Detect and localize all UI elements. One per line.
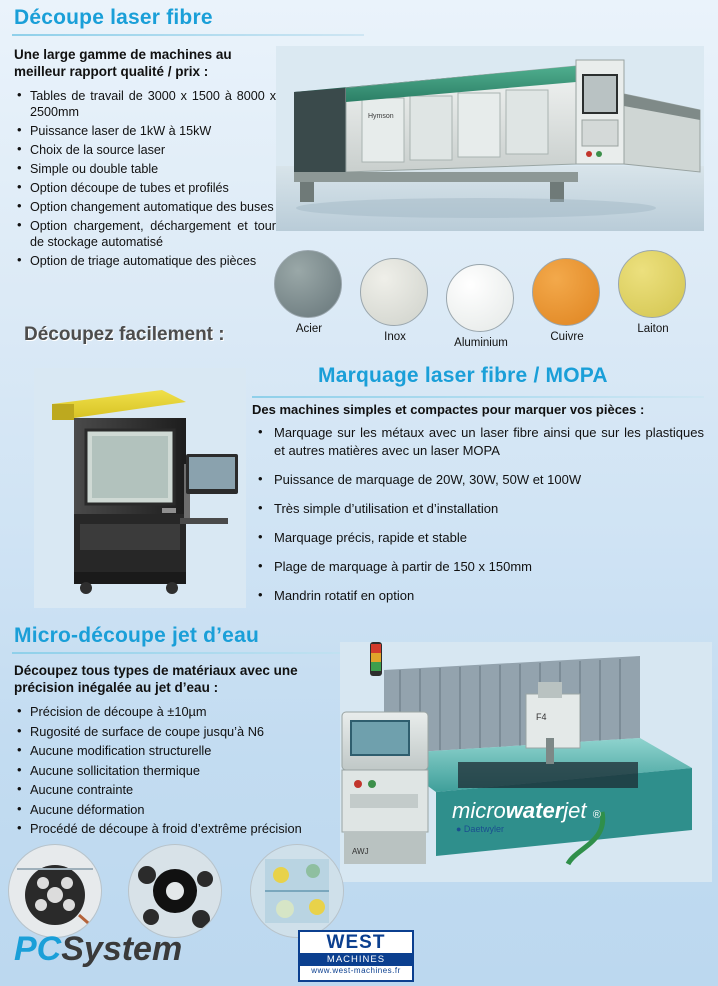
waterjet-feature-list	[14, 704, 366, 841]
waterjet-machine-photo	[340, 642, 712, 882]
list-item: • Très simple d’utilisation et d’installation	[252, 500, 704, 518]
list-item: • Aucune sollicitation thermique	[14, 763, 366, 780]
west-logo-line2: MACHINES	[300, 953, 412, 966]
list-item: • Aucune modification structurelle	[14, 743, 366, 760]
material-label: Cuivre	[550, 331, 584, 343]
marquage-feature-list	[252, 424, 704, 616]
section-title-laser: Découpe laser fibre	[14, 6, 213, 29]
list-item: • Option chargement, déchargement et tour de stockage automatisé	[14, 218, 276, 250]
machine-maker-text: ● Daetwyler	[456, 824, 504, 834]
material-disc	[618, 250, 686, 318]
west-logo-line3: www.west-machines.fr	[311, 966, 401, 975]
list-item: • Aucune contrainte	[14, 782, 366, 799]
material-label: Inox	[384, 331, 406, 343]
material-swatches	[274, 250, 706, 350]
list-item: • Tables de travail de 3000 x 1500 à 8000 x 2500mm	[14, 88, 276, 120]
list-item: • Marquage précis, rapide et stable	[252, 529, 704, 547]
west-logo-line1: WEST	[326, 932, 386, 953]
material-label: Laiton	[637, 323, 669, 335]
decoupez-facilement-caption: Découpez facilement :	[24, 324, 225, 345]
material-disc	[532, 258, 600, 326]
sample-disc-3	[250, 844, 344, 938]
side-label: AWJ	[352, 847, 369, 856]
svg-text:Hymson: Hymson	[368, 113, 394, 120]
sample-disc-1	[8, 844, 102, 938]
marquage-lead-text: Des machines simples et compactes pour marquer vos pièces :	[252, 402, 645, 417]
company-logo-part1: PC	[14, 930, 62, 968]
company-logo	[14, 930, 182, 969]
section-title-waterjet: Micro-découpe jet d’eau	[14, 624, 259, 647]
list-item: • Puissance laser de 1kW à 15kW	[14, 123, 276, 139]
list-item: • Marquage sur les métaux avec un laser fibre ainsi que sur les plastiques et autres matières avec un laser MOPA	[252, 424, 704, 460]
sample-disc-2	[128, 844, 222, 938]
list-item: • Option de triage automatique des pièces	[14, 253, 276, 269]
material-swatch-laiton	[618, 250, 688, 335]
fiber-laser-machine-photo	[276, 46, 704, 231]
list-item: • Simple ou double table	[14, 161, 276, 177]
machine-brand-text: microwaterjet ®	[452, 798, 601, 823]
list-item: • Précision de découpe à ±10µm	[14, 704, 366, 721]
material-label: Acier	[295, 323, 323, 335]
material-swatch-aluminium	[446, 264, 516, 349]
list-item: • Plage de marquage à partir de 150 x 150mm	[252, 558, 704, 576]
list-item: • Option changement automatique des buses	[14, 199, 276, 215]
material-disc	[274, 250, 342, 318]
material-swatch-inox	[360, 258, 430, 343]
list-item: • Choix de la source laser	[14, 142, 276, 158]
laser-lead-text: Une large gamme de machines au meilleur rapport qualité / prix :	[14, 47, 232, 79]
panel-label: F4	[536, 712, 547, 722]
laser-feature-list	[14, 88, 276, 272]
company-logo-part2: System	[61, 930, 183, 968]
waterjet-lead-text: Découpez tous types de matériaux avec une précision inégalée au jet d’eau :	[14, 663, 298, 695]
material-disc	[446, 264, 514, 332]
section-divider-marquage	[252, 396, 704, 398]
material-swatch-acier	[274, 250, 344, 335]
section-title-marquage: Marquage laser fibre / MOPA	[318, 364, 608, 387]
list-item: • Puissance de marquage de 20W, 30W, 50W et 100W	[252, 471, 704, 489]
list-item: • Aucune déformation	[14, 802, 366, 819]
west-machines-logo	[298, 930, 414, 982]
list-item: • Procédé de découpe à froid d’extrême précision	[14, 821, 366, 838]
list-item: • Option découpe de tubes et profilés	[14, 180, 276, 196]
material-label: Aluminium	[454, 337, 508, 349]
list-item: • Rugosité de surface de coupe jusqu’à N6	[14, 724, 366, 741]
material-disc	[360, 258, 428, 326]
laser-marking-machine-photo	[34, 368, 246, 608]
material-swatch-cuivre	[532, 258, 602, 343]
section-divider-laser	[12, 34, 364, 36]
sample-parts-photos	[4, 840, 354, 936]
list-item: • Mandrin rotatif en option	[252, 587, 704, 605]
